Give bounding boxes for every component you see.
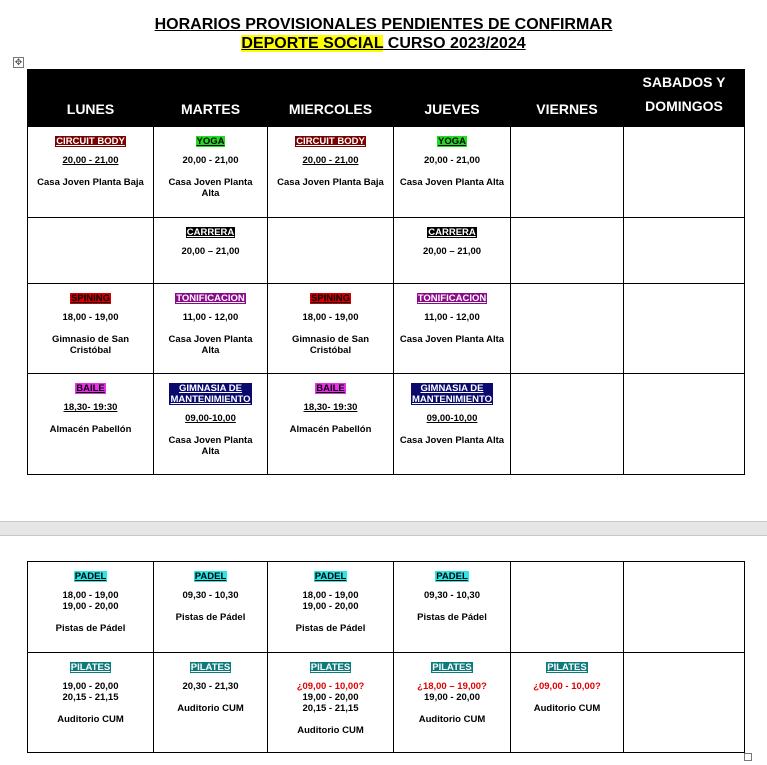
place-text: Gimnasio de San Cristóbal [291,334,370,356]
time-text: 18,00 - 19,00 [302,312,359,323]
cell-martes [154,218,268,284]
place-text: Casa Joven Planta Baja [37,177,144,188]
cell-miercoles [268,284,394,374]
page-break [0,521,767,536]
time-text: 20,15 - 21,15 [62,692,119,703]
table-resize-handle-icon[interactable] [744,753,752,761]
cell-martes [154,127,268,218]
cell-miercoles [268,218,394,284]
header-sabados-domingos: SABADOS Y DOMINGOS [624,70,745,127]
time-text: 19,00 - 20,00 [302,692,359,703]
table-row [28,562,745,653]
time-text: 19,00 - 20,00 [424,692,480,703]
time-text: 18,30- 19:30 [63,402,118,413]
cell-miercoles [268,653,394,753]
time-text: 18,30- 19:30 [303,402,358,413]
time-text: 20,00 – 21,00 [181,246,240,257]
time-text: 18,00 - 19,00 [62,312,119,323]
cell-viernes [511,284,624,374]
time-text: 19,00 - 20,00 [302,601,359,612]
cell-martes [154,284,268,374]
place-text: Pistas de Pádel [417,612,487,623]
cell-lunes [28,653,154,753]
cell-martes [154,374,268,475]
time-text: 18,00 - 19,00 [62,590,119,601]
activity-badge: CIRCUIT BODY [296,136,365,147]
document-subtitle [0,34,767,53]
activity-badge: BAILE [316,383,345,394]
cell-sabados [624,562,745,653]
cell-sabados [624,218,745,284]
place-text: Casa Joven Planta Alta [168,334,253,356]
time-text: 09,30 - 10,30 [182,590,239,601]
place-text: Gimnasio de San Cristóbal [51,334,130,356]
time-text-tentative: ¿18,00 – 19,00? [417,681,487,692]
activity-badge: YOGA [196,136,225,147]
place-text: Auditorio CUM [177,703,244,714]
place-text: Casa Joven Planta Alta [168,435,253,457]
cell-jueves [394,562,511,653]
time-text: 18,00 - 19,00 [302,590,359,601]
cell-miercoles [268,127,394,218]
schedule-table-1 [27,69,745,475]
place-text: Casa Joven Planta Alta [399,435,505,446]
header-viernes: VIERNES [511,70,624,127]
activity-badge: BAILE [76,383,105,394]
cell-miercoles [268,562,394,653]
activity-badge: PILATES [310,662,351,673]
schedule-table-2 [27,561,745,753]
cell-jueves [394,374,511,475]
activity-badge: CARRERA [428,227,476,238]
header-row [28,70,745,127]
activity-badge: PADEL [194,571,227,582]
header-martes: MARTES [154,70,268,127]
cell-jueves [394,284,511,374]
cell-martes [154,562,268,653]
activity-badge: GIMNASIA DE MANTENIMIENTO [170,383,251,405]
cell-miercoles [268,374,394,475]
cell-jueves [394,218,511,284]
time-text: 20,00 - 21,00 [182,155,239,166]
cell-sabados [624,127,745,218]
activity-badge: SPINING [70,293,111,304]
activity-badge: SPINING [310,293,351,304]
cell-viernes [511,218,624,284]
header-lunes: LUNES [28,70,154,127]
time-text: 20,15 - 21,15 [302,703,359,714]
table-row [28,374,745,475]
time-text: 09,00-10,00 [185,413,236,424]
time-text: 20,00 - 21,00 [62,155,119,166]
place-text: Pistas de Pádel [175,612,246,623]
subtitle-rest: CURSO 2023/2024 [383,35,526,52]
activity-badge: TONIFICACION [176,293,245,304]
time-text-tentative: ¿09,00 - 10,00? [296,681,365,692]
place-text: Almacén Pabellón [289,424,372,435]
header-jueves: JUEVES [394,70,511,127]
cell-lunes [28,374,154,475]
place-text: Auditorio CUM [418,714,486,725]
activity-badge: PADEL [436,571,468,582]
cell-jueves [394,127,511,218]
cell-lunes [28,127,154,218]
table-row [28,127,745,218]
place-text: Auditorio CUM [533,703,601,714]
time-text-tentative: ¿09,00 - 10,00? [533,681,601,692]
place-text: Pistas de Pádel [55,623,126,634]
cell-jueves [394,653,511,753]
cell-viernes [511,374,624,475]
header-miercoles: MIERCOLES [268,70,394,127]
document-title: HORARIOS PROVISIONALES PENDIENTES DE CONFIRMAR [154,16,613,33]
activity-badge: PADEL [74,571,107,582]
time-text: 11,00 - 12,00 [182,312,239,323]
table-row [28,218,745,284]
activity-badge: CARRERA [186,227,235,238]
time-text: 20,30 - 21,30 [182,681,239,692]
activity-badge: GIMNASIA DE MANTENIMIENTO [411,383,493,405]
time-text: 20,00 - 21,00 [302,155,359,166]
place-text: Casa Joven Planta Alta [399,334,505,345]
cell-sabados [624,284,745,374]
cell-sabados [624,374,745,475]
place-text: Casa Joven Planta Alta [399,177,505,188]
cell-viernes [511,653,624,753]
place-text: Almacén Pabellón [49,424,132,435]
activity-badge: PILATES [70,662,111,673]
cell-viernes [511,127,624,218]
activity-badge: PILATES [190,662,231,673]
time-text: 19,00 - 20,00 [62,601,119,612]
place-text: Pistas de Pádel [295,623,366,634]
activity-badge: CIRCUIT BODY [56,136,125,147]
time-text: 20,00 – 21,00 [422,246,482,257]
subtitle-highlight: DEPORTE SOCIAL [241,35,384,52]
place-text: Casa Joven Planta Baja [277,177,384,188]
place-text: Auditorio CUM [57,714,124,725]
activity-badge: PADEL [314,571,347,582]
place-text: Casa Joven Planta Alta [168,177,253,199]
cell-lunes [28,218,154,284]
cell-sabados [624,653,745,753]
time-text: 19,00 - 20,00 [62,681,119,692]
activity-badge: PILATES [547,662,587,673]
cell-lunes [28,562,154,653]
time-text: 09,30 - 10,30 [424,590,480,601]
activity-badge: YOGA [438,136,466,147]
time-text: 09,00-10,00 [426,413,478,424]
time-text: 20,00 - 21,00 [424,155,480,166]
time-text: 11,00 - 12,00 [424,312,480,323]
place-text: Auditorio CUM [297,725,364,736]
cell-martes [154,653,268,753]
activity-badge: TONIFICACION [417,293,487,304]
table-row [28,284,745,374]
table-row [28,653,745,753]
activity-badge: PILATES [432,662,472,673]
cell-viernes [511,562,624,653]
table-move-handle-icon[interactable]: ✥ [14,57,23,67]
cell-lunes [28,284,154,374]
